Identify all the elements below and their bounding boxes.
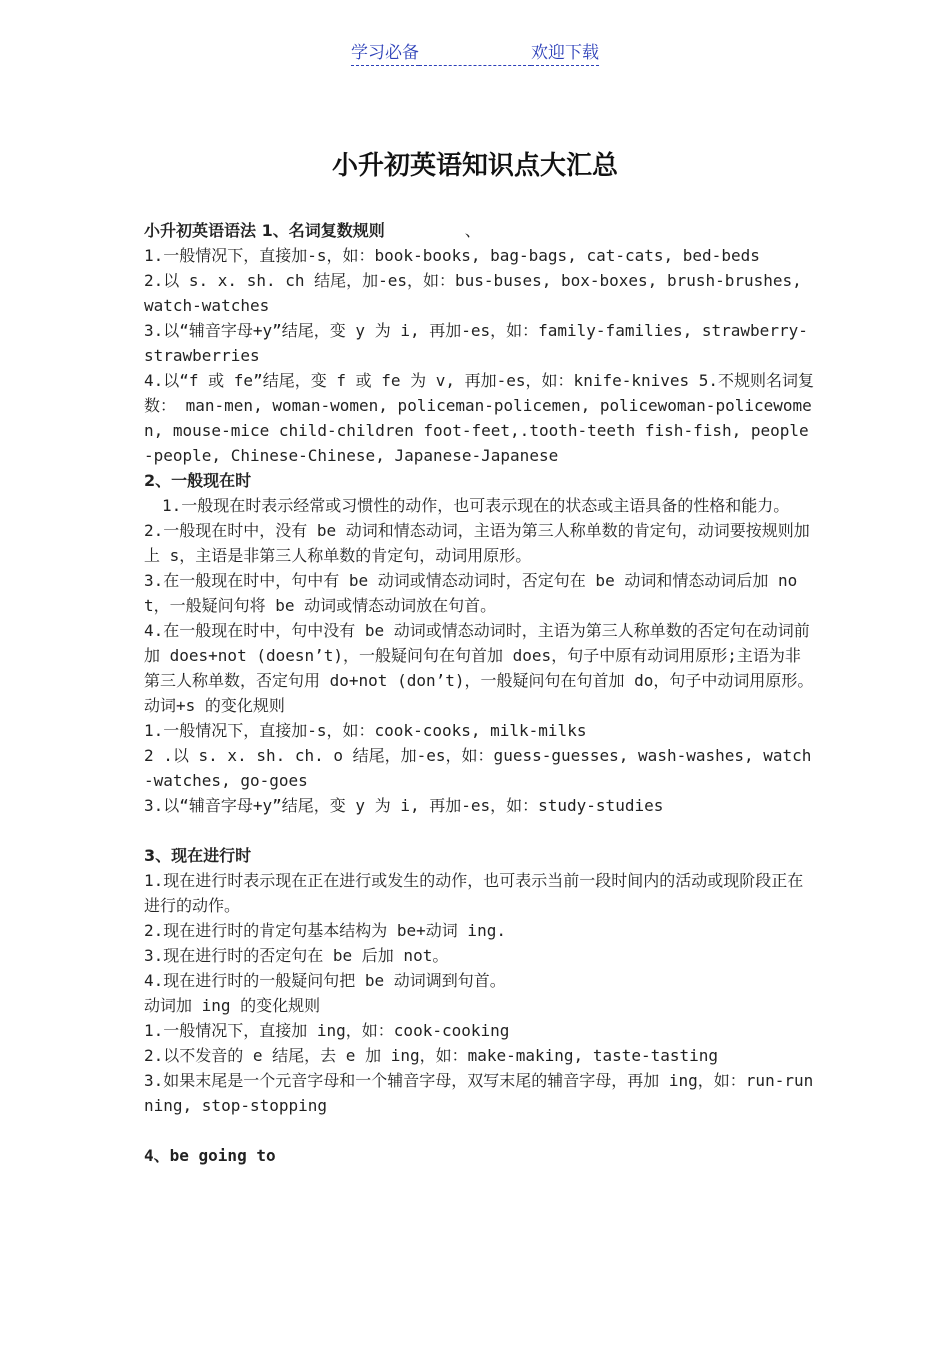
s3-line-1: 1.现在进行时表示现在正在进行或发生的动作，也可表示当前一段时间内的活动或现阶段正在进行的动作。 (144, 871, 804, 915)
s2-line-4: 4.在一般现在时中，句中没有 be 动词或情态动词时，主语为第三人称单数的否定句在动词前加 does+not (doesn’t)，一般疑问句在句首加 does，句子中原有动词用原形;主语为非第三人称单数，否定句用 do+not (don’t)，一般疑问句在句首加 do，句子中动词用原形。 (144, 621, 814, 690)
page-header (0, 38, 950, 66)
s2-subheading: 动词+s 的变化规则 (144, 696, 285, 715)
spacer (144, 1118, 816, 1143)
s3-line-4: 4.现在进行时的一般疑问句把 be 动词调到句首。 (144, 971, 506, 990)
section-1-heading-mark: 、 (464, 221, 481, 240)
section-1-heading (144, 218, 816, 243)
header-dashed-gap (419, 47, 531, 66)
s2-line-7: 3.以“辅音字母+y”结尾，变 y 为 i, 再加-es，如：study-studies (144, 796, 664, 815)
s1-line-4: 4.以“f 或 fe”结尾，变 f 或 fe 为 v, 再加-es，如：knife-knives 5.不规则名词复数： man-men, woman-women, policeman-policemen, policewoman-policewomen, mouse-mice child-children foot-feet,.tooth-teeth fish-fish, people-people, Chinese-Chinese, Japanese-Japanese (144, 371, 815, 465)
s1-line-1: 1.一般情况下，直接加-s，如：book-books, bag-bags, cat-cats, bed-beds (144, 246, 760, 265)
section-1-heading-text: 小升初英语语法 1、名词复数规则 (144, 221, 385, 240)
header-right-text: 欢迎下载 (531, 38, 599, 66)
header-left-text: 学习必备 (351, 38, 419, 66)
s2-line-1: 1.一般现在时表示经常或习惯性的动作，也可表示现在的状态或主语具备的性格和能力。 (162, 496, 790, 515)
s3-line-7: 3.如果末尾是一个元音字母和一个辅音字母，双写末尾的辅音字母，再加 ing，如：run-running, stop-stopping (144, 1071, 814, 1115)
s3-line-6: 2.以不发音的 e 结尾，去 e 加 ing，如：make-making, taste-tasting (144, 1046, 719, 1065)
section-4-heading: 4、be going to (144, 1146, 276, 1165)
s2-line-2: 2.一般现在时中，没有 be 动词和情态动词，主语为第三人称单数的肯定句，动词要按规则加上 s，主语是非第三人称单数的肯定句，动词用原形。 (144, 521, 810, 565)
s3-line-3: 3.现在进行时的否定句在 be 后加 not。 (144, 946, 449, 965)
s1-line-3: 3.以“辅音字母+y”结尾，变 y 为 i, 再加-es，如：family-families, strawberry-strawberries (144, 321, 808, 365)
s3-line-2: 2.现在进行时的肯定句基本结构为 be+动词 ing. (144, 921, 506, 940)
document-body (144, 218, 816, 1168)
s1-line-2: 2.以 s. x. sh. ch 结尾，加-es，如：bus-buses, box-boxes, brush-brushes, watch-watches (144, 271, 802, 315)
section-3-heading: 3、现在进行时 (144, 846, 252, 865)
s2-line-5: 1.一般情况下，直接加-s，如：cook-cooks, milk-milks (144, 721, 587, 740)
document-title: 小升初英语知识点大汇总 (331, 151, 618, 181)
s3-subheading: 动词加 ing 的变化规则 (144, 996, 321, 1015)
s3-line-5: 1.一般情况下，直接加 ing，如：cook-cooking (144, 1021, 510, 1040)
section-2-heading: 2、一般现在时 (144, 471, 252, 490)
s2-line-3: 3.在一般现在时中，句中有 be 动词或情态动词时，否定句在 be 动词和情态动词后加 not，一般疑问句将 be 动词或情态动词放在句首。 (144, 571, 798, 615)
spacer (144, 818, 816, 843)
s2-line-6: 2 .以 s. x. sh. ch. o 结尾，加-es，如：guess-guesses, wash-washes, watch-watches, go-goes (144, 746, 812, 790)
